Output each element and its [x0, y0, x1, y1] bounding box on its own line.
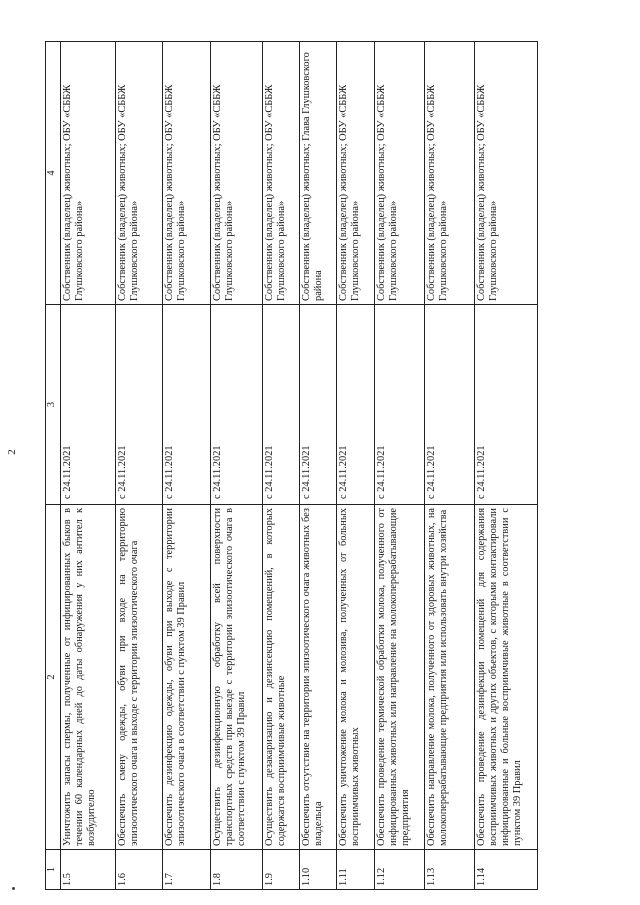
row-number: 1.7 [163, 850, 211, 890]
row-responsible: Собственник (владелец) животных; ОБУ «СББЖ Глушковского района» [337, 42, 375, 305]
row-responsible: Собственник (владелец) животных; ОБУ «СББЖ Глушковского района» [61, 42, 116, 305]
row-number: 1.14 [475, 850, 538, 890]
row-action: Обеспечить дезинфекцию одежды, обуви при выходе с территории эпизоотического очага в соответствии с пунктом 39 Правил [163, 505, 211, 850]
row-action: Обеспечить направление молока, полученного от здоровых животных, на молокоперерабатывающие предприятия или использовать внутри хозяйства [425, 505, 475, 850]
table-row [61, 42, 116, 890]
header-col-3: 3 [46, 305, 61, 505]
row-responsible: Собственник (владелец) животных; ОБУ «СББЖ Глушковского района» [211, 42, 263, 305]
row-number: 1.9 [263, 850, 300, 890]
scan-mark [12, 887, 15, 890]
row-number: 1.5 [61, 850, 116, 890]
table-row [211, 42, 263, 890]
table-row [475, 42, 538, 890]
row-date: с 24.11.2021 [475, 305, 538, 505]
table-row [116, 42, 163, 890]
row-number: 1.11 [337, 850, 375, 890]
row-responsible: Собственник (владелец) животных; ОБУ «СББЖ Глушковского района» [425, 42, 475, 305]
table-row [300, 42, 337, 890]
row-number: 1.10 [300, 850, 337, 890]
table-row [375, 42, 425, 890]
row-responsible: Собственник (владелец) животных; ОБУ «СББЖ Глушковского района» [375, 42, 425, 305]
row-date: с 24.11.2021 [263, 305, 300, 505]
row-date: с 24.11.2021 [300, 305, 337, 505]
row-action: Осуществить дезинфекционную обработку всей поверхности транспортных средств при выезде с территории эпизоотического очага в соответствии с пунктом 39 Правил [211, 505, 263, 850]
row-number: 1.13 [425, 850, 475, 890]
table-row [163, 42, 211, 890]
row-action: Обеспечить проведение термической обработки молока, полученного от инфицированных животных или направление на молокоперерабатывающие предприятия [375, 505, 425, 850]
row-action: Осуществить дезакаризацию и дезинсекцию помещений, в которых содержатся восприимчивые животные [263, 505, 300, 850]
row-action: Обеспечить отсутствие на территории эпизоотического очага животных без владельца [300, 505, 337, 850]
measures-table [45, 41, 538, 890]
row-number: 1.6 [116, 850, 163, 890]
row-responsible: Собственник (владелец) животных; ОБУ «СББЖ Глушковского района» [263, 42, 300, 305]
header-col-1: 1 [46, 850, 61, 890]
row-action: Обеспечить смену одежды, обуви при входе на территорию эпизоотического очага и выходе с территории эпизоотического очага [116, 505, 163, 850]
row-number: 1.8 [211, 850, 263, 890]
row-date: с 24.11.2021 [211, 305, 263, 505]
row-responsible: Собственник (владелец) животных; ОБУ «СББЖ Глушковского района» [116, 42, 163, 305]
row-number: 1.12 [375, 850, 425, 890]
table-row [337, 42, 375, 890]
row-responsible: Собственник (владелец) животных; ОБУ «СББЖ Глушковского района» [163, 42, 211, 305]
row-date: с 24.11.2021 [61, 305, 116, 505]
page-number: 2 [5, 449, 18, 455]
row-action: Обеспечить проведение дезинфекции помещений для содержания восприимчивых животных и других объектов, с которыми контактировали инфицированные и больные восприимчивые животные в соответствии с пунктом 39 Правил [475, 505, 538, 850]
row-date: с 24.11.2021 [337, 305, 375, 505]
row-date: с 24.11.2021 [375, 305, 425, 505]
row-responsible: Собственник (владелец) животных; ОБУ «СББЖ Глушковского района» [475, 42, 538, 305]
row-action: Обеспечить уничтожение молока и молозива, полученных от больных восприимчивых животных [337, 505, 375, 850]
table-row [263, 42, 300, 890]
row-date: с 24.11.2021 [163, 305, 211, 505]
table-row [425, 42, 475, 890]
row-responsible: Собственник (владелец) животных; Глава Глушковского района [300, 42, 337, 305]
rotated-page-content [45, 42, 625, 890]
header-col-2: 2 [46, 505, 61, 850]
table-header-row [46, 42, 61, 890]
row-date: с 24.11.2021 [116, 305, 163, 505]
header-col-4: 4 [46, 42, 61, 305]
row-date: с 24.11.2021 [425, 305, 475, 505]
row-action: Уничтожить запасы спермы, полученные от инфицированных быков в течении 60 календарных дней до даты обнаружения у них антител к возбудителю [61, 505, 116, 850]
